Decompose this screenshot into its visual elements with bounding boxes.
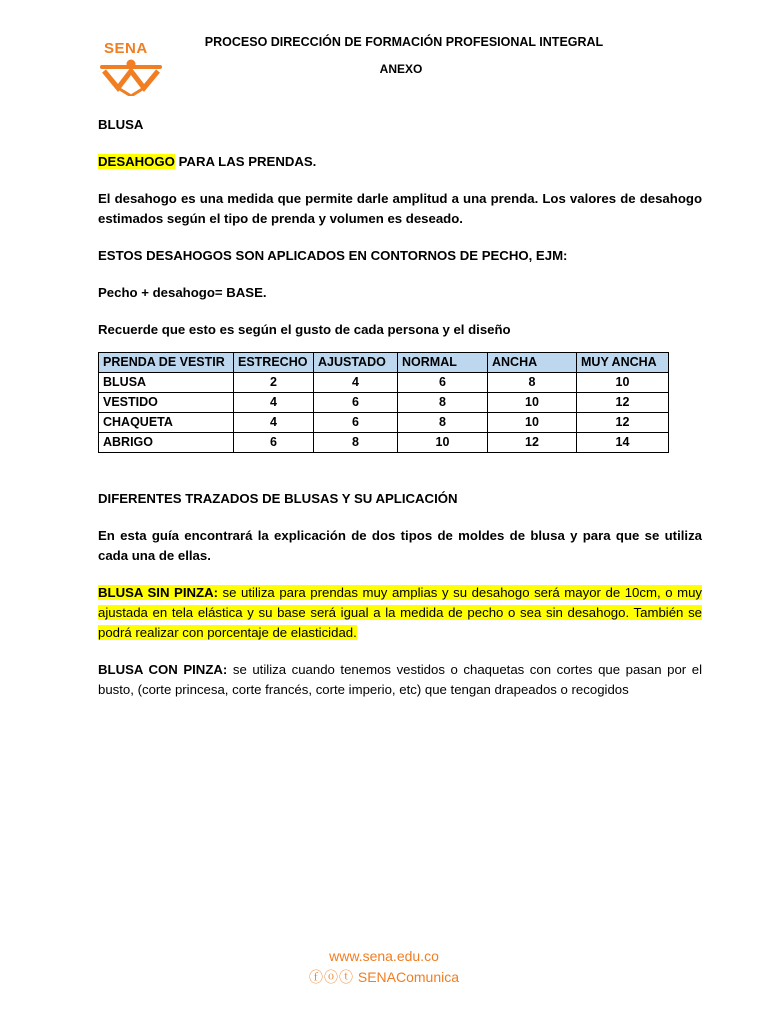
table-cell: 8 — [398, 393, 488, 413]
table-header-cell: MUY ANCHA — [577, 353, 669, 373]
document-header-annex: ANEXO — [379, 62, 423, 76]
con-pinza-paragraph — [98, 660, 702, 700]
table-cell: 10 — [488, 393, 577, 413]
table-cell: 10 — [577, 373, 669, 393]
table-row — [99, 373, 669, 393]
table-cell: ABRIGO — [99, 433, 234, 453]
desahogo-highlight: DESAHOGO — [98, 154, 175, 169]
sena-logo-text: SENA — [104, 40, 148, 57]
table-cell: 8 — [488, 373, 577, 393]
sin-pinza-label: BLUSA SIN PINZA: — [98, 585, 218, 600]
table-cell: 8 — [314, 433, 398, 453]
table-header-row — [99, 353, 669, 373]
desahogo-table — [98, 352, 669, 453]
table-cell: BLUSA — [99, 373, 234, 393]
formula-paragraph: Pecho + desahogo= BASE. — [98, 285, 267, 300]
table-cell: 4 — [314, 373, 398, 393]
desahogo-heading-rest: PARA LAS PRENDAS. — [174, 154, 317, 169]
table-row — [99, 393, 669, 413]
table-header-cell: PRENDA DE VESTIR — [99, 353, 234, 373]
reminder-paragraph: Recuerde que esto es según el gusto de cada persona y el diseño — [98, 322, 511, 337]
con-pinza-label: BLUSA CON PINZA: — [98, 662, 228, 677]
sin-pinza-paragraph — [98, 583, 702, 643]
table-cell: 6 — [314, 393, 398, 413]
desahogo-heading — [98, 152, 702, 172]
table-cell: 10 — [488, 413, 577, 433]
document-body — [98, 115, 702, 340]
social-handle: SENAComunica — [357, 969, 460, 985]
sin-pinza-text: se utiliza para prendas muy amplias y su desahogo será mayor de 10cm, o muy ajustada en tela elástica y su base será igual a la medida de pecho o sea sin desahogo. También se podrá realizar con porcentaje de elasticidad. — [98, 585, 702, 640]
table-cell: 12 — [488, 433, 577, 453]
table-cell: 6 — [398, 373, 488, 393]
table-cell: CHAQUETA — [99, 413, 234, 433]
guide-paragraph: En esta guía encontrará la explicación de dos tipos de moldes de blusa y para que se utiliza cada una de ellas. — [98, 528, 702, 563]
traces-title: DIFERENTES TRAZADOS DE BLUSAS Y SU APLICACIÓN — [98, 491, 458, 506]
document-body-lower — [98, 489, 702, 700]
table-cell: 12 — [577, 393, 669, 413]
table-cell: 10 — [398, 433, 488, 453]
table-cell: 14 — [577, 433, 669, 453]
table-cell: 6 — [314, 413, 398, 433]
table-header-cell: ANCHA — [488, 353, 577, 373]
con-pinza-text: se utiliza cuando tenemos vestidos o chaquetas con cortes que pasan por el busto, (corte princesa, corte francés, corte imperio, etc) que tengan drapeados o recogidos — [98, 662, 702, 697]
table-row — [99, 433, 669, 453]
table-cell: 2 — [234, 373, 314, 393]
table-cell: 6 — [234, 433, 314, 453]
social-icons: ⓕⓞⓣ — [308, 969, 354, 985]
table-cell: 4 — [234, 413, 314, 433]
table-header-cell: NORMAL — [398, 353, 488, 373]
footer-url: www.sena.edu.co — [329, 948, 439, 964]
intro-paragraph: El desahogo es una medida que permite darle amplitud a una prenda. Los valores de desahogo estimados según el tipo de prenda y volumen es deseado. — [98, 191, 702, 226]
section-title: BLUSA — [98, 117, 144, 132]
table-cell: VESTIDO — [99, 393, 234, 413]
document-header-title: PROCESO DIRECCIÓN DE FORMACIÓN PROFESIONAL INTEGRAL — [204, 35, 604, 49]
applied-paragraph: ESTOS DESAHOGOS SON APLICADOS EN CONTORNOS DE PECHO, EJM: — [98, 248, 568, 263]
footer-social — [0, 967, 768, 987]
table-cell: 12 — [577, 413, 669, 433]
table-header-cell: AJUSTADO — [314, 353, 398, 373]
table-cell: 8 — [398, 413, 488, 433]
table-row — [99, 413, 669, 433]
table-cell: 4 — [234, 393, 314, 413]
table-header-cell: ESTRECHO — [234, 353, 314, 373]
